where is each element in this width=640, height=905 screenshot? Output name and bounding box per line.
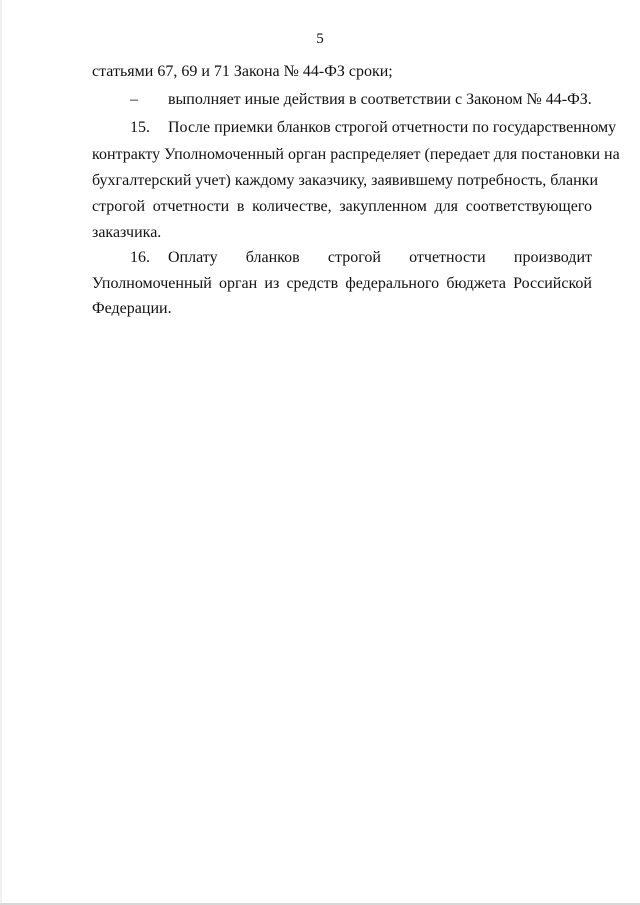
paragraph-15-line: бухгалтерский учет) каждому заказчику, заявившему потребность, бланки <box>92 172 598 189</box>
list-item-text: выполняет иные действия в соответствии с Законом № 44-ФЗ. <box>168 91 592 108</box>
paragraph-line: статьями 67, 69 и 71 Закона № 44-ФЗ сроки; <box>92 63 393 80</box>
paragraph-15-line: заказчика. <box>92 224 162 241</box>
paragraph-16-line: Оплату бланков строгой отчетности производит <box>168 249 592 266</box>
paragraph-15-line: После приемки бланков строгой отчетности по государственному <box>168 119 617 136</box>
paragraph-16-line: Федерации. <box>92 300 172 317</box>
page-number: 5 <box>316 31 324 47</box>
list-dash: – <box>130 91 138 108</box>
paragraph-number-16: 16. <box>130 249 150 266</box>
paragraph-16-line: Уполномоченный орган из средств федерального бюджета Российской <box>92 275 592 292</box>
paragraph-15-line: контракту Уполномоченный орган распределяет (передает для постановки на <box>92 146 620 163</box>
paragraph-number-15: 15. <box>130 119 150 136</box>
scan-edge <box>0 0 2 905</box>
paragraph-15-line: строгой отчетности в количестве, закупленном для соответствующего <box>92 198 592 215</box>
